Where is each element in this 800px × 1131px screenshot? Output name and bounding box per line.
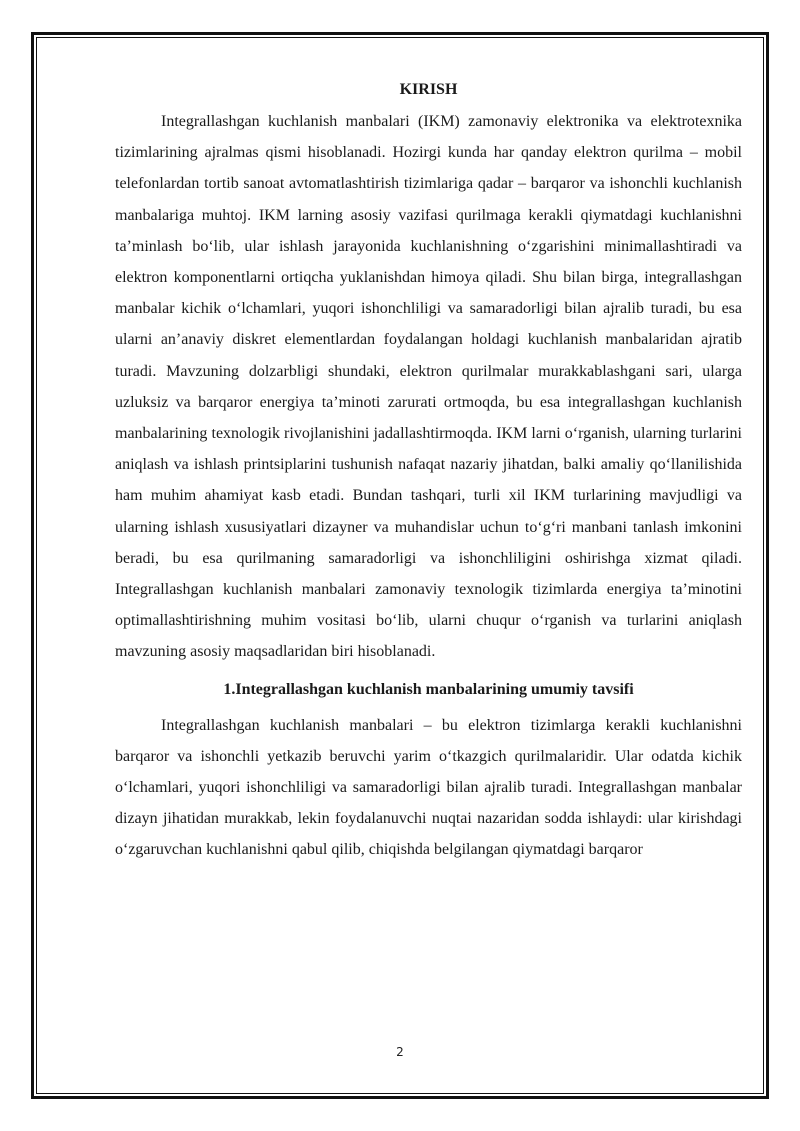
section-paragraph: Integrallashgan kuchlanish manbalari – bu elektron tizimlarga kerakli kuchlanishni barqaror va ishonchli yetkazib beruvchi yarim o‘tkazgich qurilmalaridir. Ular odatda kichik o‘lchamlari, yuqori ishonchliligi va samaradorligi bilan ajralib turadi. Integrallashgan manbalar dizayn jihatidan murakkab, lekin foydalanuvchi nuqtai nazaridan sodda ishlaydi: ular kirishdagi o‘zgaruvchan kuchlanishni qabul qilib, chiqishda belgilangan qiymatdagi barqaror — [115, 716, 742, 859]
section-heading: 1.Integrallashgan kuchlanish manbalarining umumiy tavsifi — [223, 680, 634, 698]
page-content — [115, 74, 742, 866]
page-number: 2 — [396, 1045, 404, 1059]
page-title: KIRISH — [399, 81, 458, 98]
intro-paragraph: Integrallashgan kuchlanish manbalari (IKM) zamonaviy elektronika va elektrotexnika tizimlarining ajralmas qismi hisoblanadi. Hozirgi kunda har qanday elektron qurilma – mobil telefonlardan tortib sanoat avtomatlashtirish tizimlariga qadar – barqaror va ishonchli kuchlanish manbalariga muhtoj. IKM larning asosiy vazifasi qurilmaga kerakli qiymatdagi kuchlanishni ta’minlash bo‘lib, ular ishlash jarayonida kuchlanishning o‘zgarishini minimallashtiradi va elektron komponentlarni ortiqcha yuklanishdan himoya qiladi. Shu bilan birga, integrallashgan manbalar kichik o‘lchamlari, yuqori ishonchliligi va samaradorligi bilan ajralib turadi, bu esa ularni an’anaviy diskret elementlardan foydalangan holdagi kuchlanish manbalaridan ajratib turadi. Mavzuning dolzarbligi shundaki, elektron qurilmalar murakkablashgani sari, ularga uzluksiz va barqaror energiya ta’minoti zarurati ortmoqda, bu esa integrallashgan kuchlanish manbalarining texnologik rivojlanishini jadallashtirmoqda. IKM larni o‘rganish, ularning turlarini aniqlash va ishlash printsiplarini tushunish nafaqat nazariy jihatdan, balki amaliy qo‘llanilishida ham muhim ahamiyat kasb etadi. Bundan tashqari, turli xil IKM turlarining mavjudligi va ularning ishlash xususiyatlari dizayner va muhandislar uchun to‘g‘ri manbani tanlash imkonini beradi, bu esa qurilmaning samaradorligi va ishonchliligini oshirishga xizmat qiladi. Integrallashgan kuchlanish manbalari zamonaviy texnologik tizimlarda energiya ta’minotini optimallashtirishning muhim vositasi bo‘lib, ularni chuqur o‘rganish va turlarini aniqlash mavzuning asosiy maqsadlaridan biri hisoblanadi. — [115, 113, 742, 661]
